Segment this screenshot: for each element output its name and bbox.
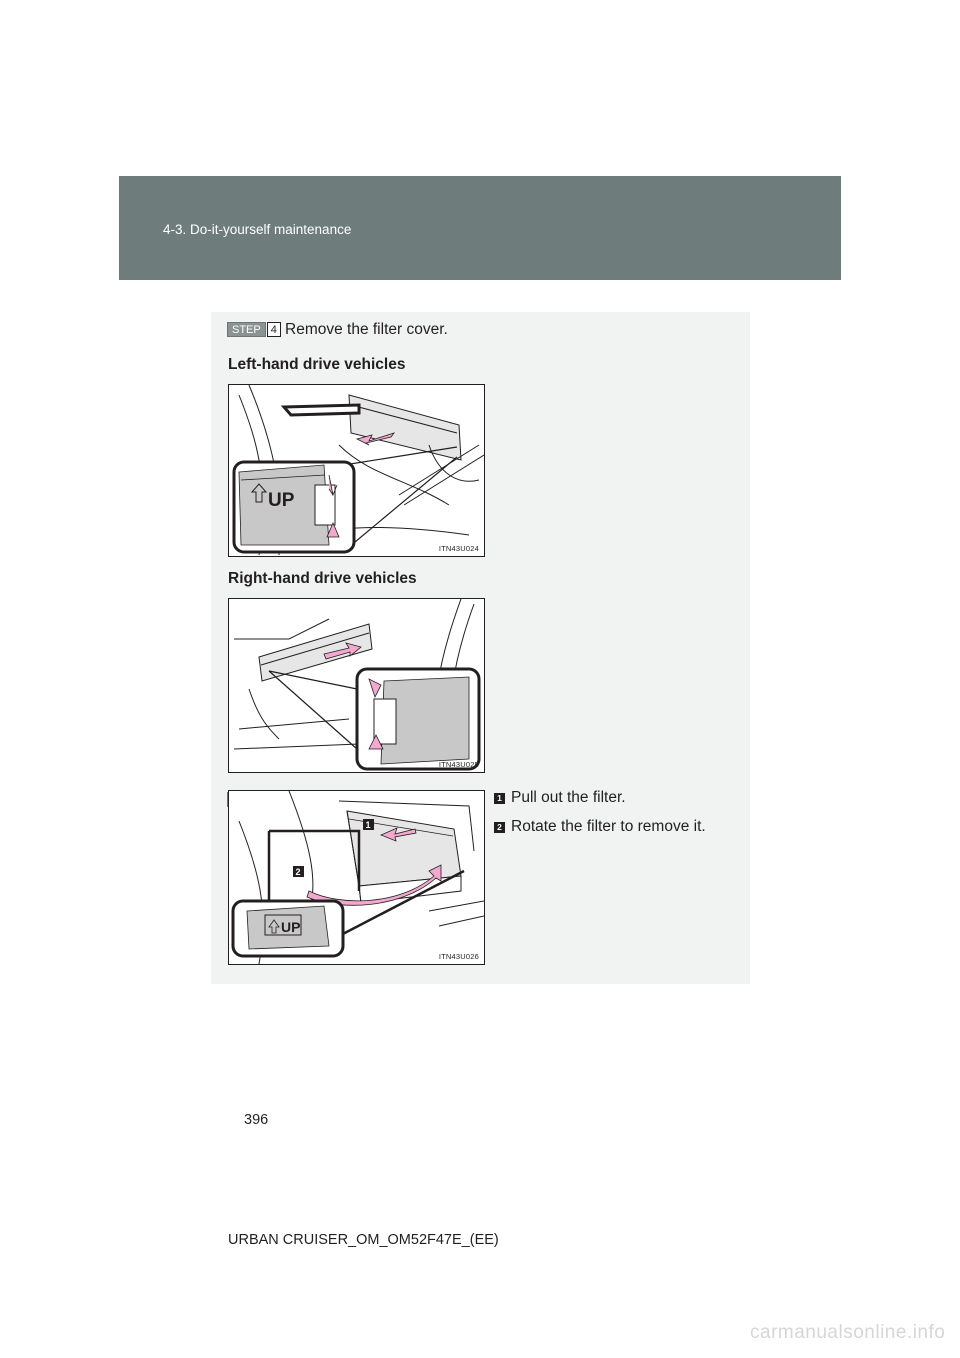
step-word: STEP bbox=[227, 792, 266, 807]
callout-1-marker: 1 bbox=[494, 793, 505, 804]
fig-callout-2: 2 bbox=[295, 867, 301, 877]
fig-callout-1: 1 bbox=[365, 820, 371, 830]
step-5-item-1 bbox=[494, 789, 626, 807]
rhd-heading: Right-hand drive vehicles bbox=[228, 570, 417, 587]
rhd-figure-code: ITN43U025 bbox=[438, 760, 479, 769]
rhd-drawing bbox=[229, 599, 484, 772]
step-5-item-2 bbox=[494, 818, 706, 836]
step-word: STEP bbox=[227, 322, 266, 337]
rhd-filter-cover-illustration bbox=[228, 598, 485, 773]
lhd-figure-code: ITN43U024 bbox=[438, 544, 479, 553]
step-number: 4 bbox=[267, 322, 281, 337]
lhd-filter-cover-illustration bbox=[228, 384, 485, 557]
instruction-panel bbox=[211, 312, 750, 984]
filter-removal-illustration bbox=[228, 790, 485, 965]
step-4-badge bbox=[227, 322, 281, 337]
item-2-text: Rotate the filter to remove it. bbox=[511, 818, 706, 835]
up-label-lhd: UP bbox=[268, 490, 295, 511]
up-label-step5: UP bbox=[281, 919, 301, 935]
lhd-drawing bbox=[229, 385, 484, 556]
lhd-heading: Left-hand drive vehicles bbox=[228, 356, 406, 373]
step5-figure-code: ITN43U026 bbox=[438, 952, 479, 961]
watermark-logo: carmanualsonline.info bbox=[750, 1322, 946, 1343]
step-number: 5 bbox=[267, 792, 281, 807]
page-number: 396 bbox=[244, 1112, 269, 1128]
callout-2-marker: 2 bbox=[494, 822, 505, 833]
step-4-instruction: Remove the filter cover. bbox=[285, 321, 448, 338]
filter-removal-drawing bbox=[229, 791, 484, 964]
footer-model-code: URBAN CRUISER_OM_OM52F47E_(EE) bbox=[228, 1232, 499, 1248]
section-title: 4-3. Do-it-yourself maintenance bbox=[163, 222, 352, 237]
item-1-text: Pull out the filter. bbox=[511, 789, 626, 806]
section-header bbox=[119, 176, 841, 280]
